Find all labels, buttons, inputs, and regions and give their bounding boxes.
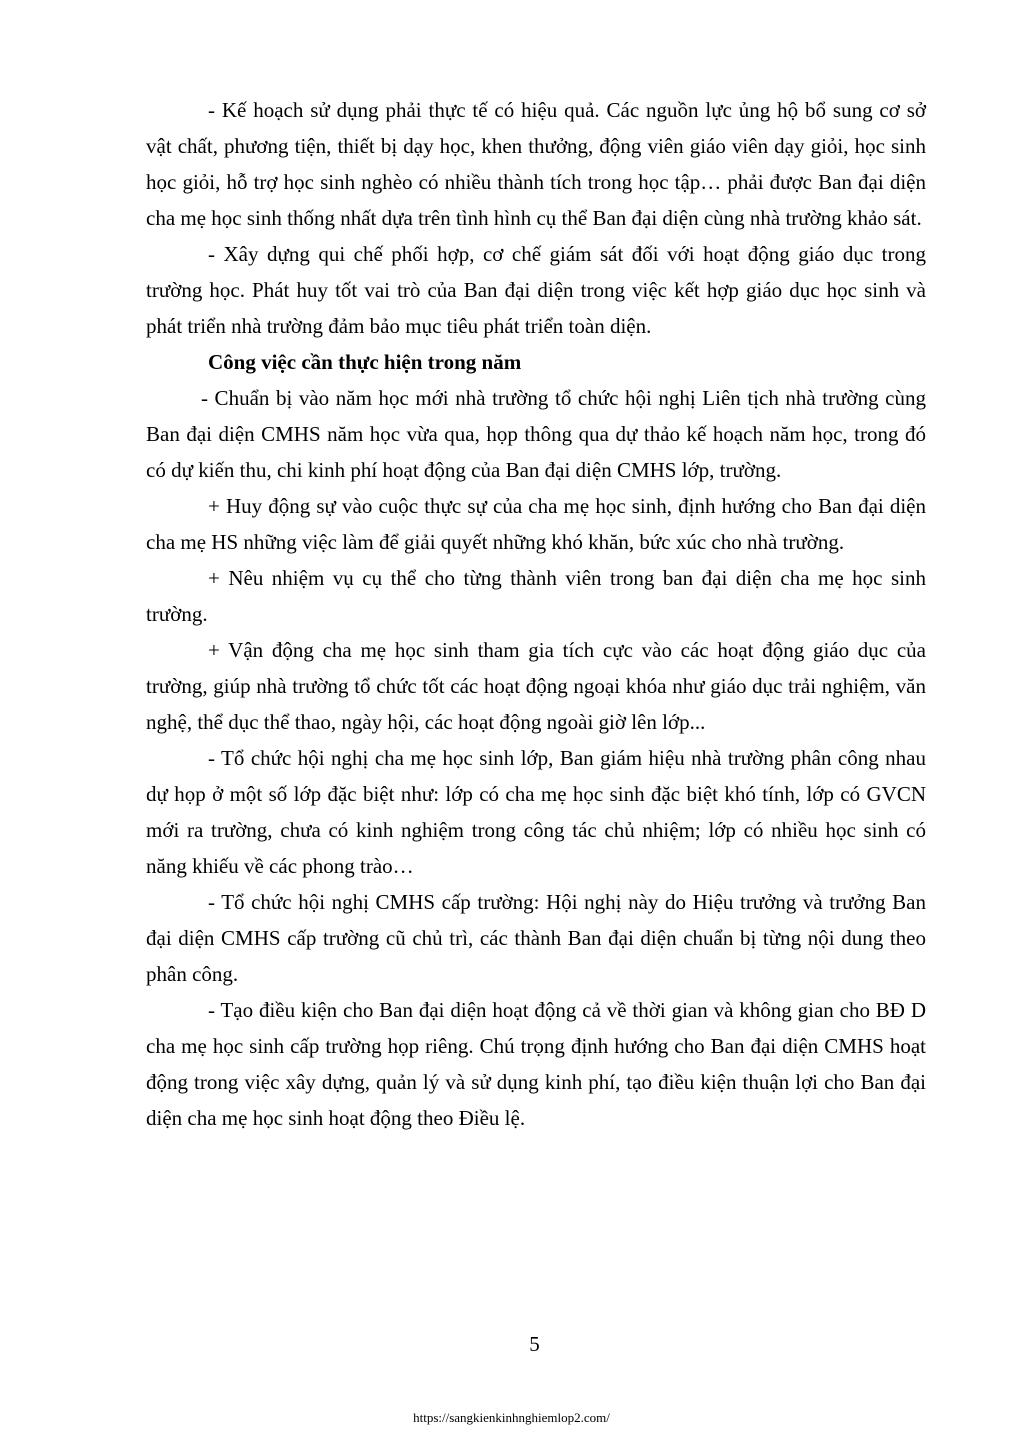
paragraph-resource-plan: - Kế hoạch sử dụng phải thực tế có hiệu quả. Các nguồn lực ủng hộ bổ sung cơ sở vật chất, phương tiện, thiết bị dạy học, khen thưởng, động viên giáo viên dạy giỏi, học sinh học giỏi, hỗ trợ học sinh nghèo có nhiều thành tích trong học tập… phải được Ban đại diện cha mẹ học sinh thống nhất dựa trên tình hình cụ thể Ban đại diện cùng nhà trường khảo sát. bbox=[146, 98, 926, 230]
paragraph-coordination-rules: - Xây dựng qui chế phối hợp, cơ chế giám sát đối với hoạt động giáo dục trong trường học. Phát huy tốt vai trò của Ban đại diện trong việc kết hợp giáo dục học sinh và phát triển nhà trường đảm bảo mục tiêu phát triển toàn diện. bbox=[146, 242, 926, 338]
document-body bbox=[146, 92, 926, 1136]
task-class-meeting: - Tổ chức hội nghị cha mẹ học sinh lớp, Ban giám hiệu nhà trường phân công nhau dự họp ở một số lớp đặc biệt như: lớp có cha mẹ học sinh đặc biệt khó tính, lớp có GVCN mới ra trường, chưa có kinh nghiệm trong công tác chủ nhiệm; lớp có nhiều học sinh có năng khiếu về các phong trào… bbox=[146, 746, 926, 878]
task-prepare-year: - Chuẩn bị vào năm học mới nhà trường tổ chức hội nghị Liên tịch nhà trường cùng Ban đại diện CMHS năm học vừa qua, họp thông qua dự thảo kế hoạch năm học, trong đó có dự kiến thu, chi kinh phí hoạt động của Ban đại diện CMHS lớp, trường. bbox=[146, 386, 926, 482]
task-create-conditions: - Tạo điều kiện cho Ban đại diện hoạt động cả về thời gian và không gian cho BĐ D cha mẹ học sinh cấp trường họp riêng. Chú trọng định hướng cho Ban đại diện CMHS hoạt động trong việc xây dựng, quản lý và sử dụng kinh phí, tạo điều kiện thuận lợi cho Ban đại diện cha mẹ học sinh hoạt động theo Điều lệ. bbox=[146, 998, 926, 1130]
task-assign-duties: + Nêu nhiệm vụ cụ thể cho từng thành viên trong ban đại diện cha mẹ học sinh trường. bbox=[146, 566, 926, 626]
section-heading: Công việc cần thực hiện trong năm bbox=[208, 350, 522, 374]
task-school-meeting: - Tổ chức hội nghị CMHS cấp trường: Hội nghị này do Hiệu trưởng và trưởng Ban đại diện CMHS cấp trường cũ chủ trì, các thành Ban đại diện chuẩn bị từng nội dung theo phân công. bbox=[146, 890, 926, 986]
task-encourage-participation: + Vận động cha mẹ học sinh tham gia tích cực vào các hoạt động giáo dục của trường, giúp nhà trường tổ chức tốt các hoạt động ngoại khóa như giáo dục trải nghiệm, văn nghệ, thể dục thể thao, ngày hội, các hoạt động ngoài giờ lên lớp... bbox=[146, 638, 926, 734]
task-mobilize-parents: + Huy động sự vào cuộc thực sự của cha mẹ học sinh, định hướng cho Ban đại diện cha mẹ HS những việc làm để giải quyết những khó khăn, bức xúc cho nhà trường. bbox=[146, 494, 926, 554]
footer-url[interactable]: https://sangkienkinhnghiemlop2.com/ bbox=[413, 1410, 610, 1425]
page-number: 5 bbox=[529, 1332, 540, 1356]
